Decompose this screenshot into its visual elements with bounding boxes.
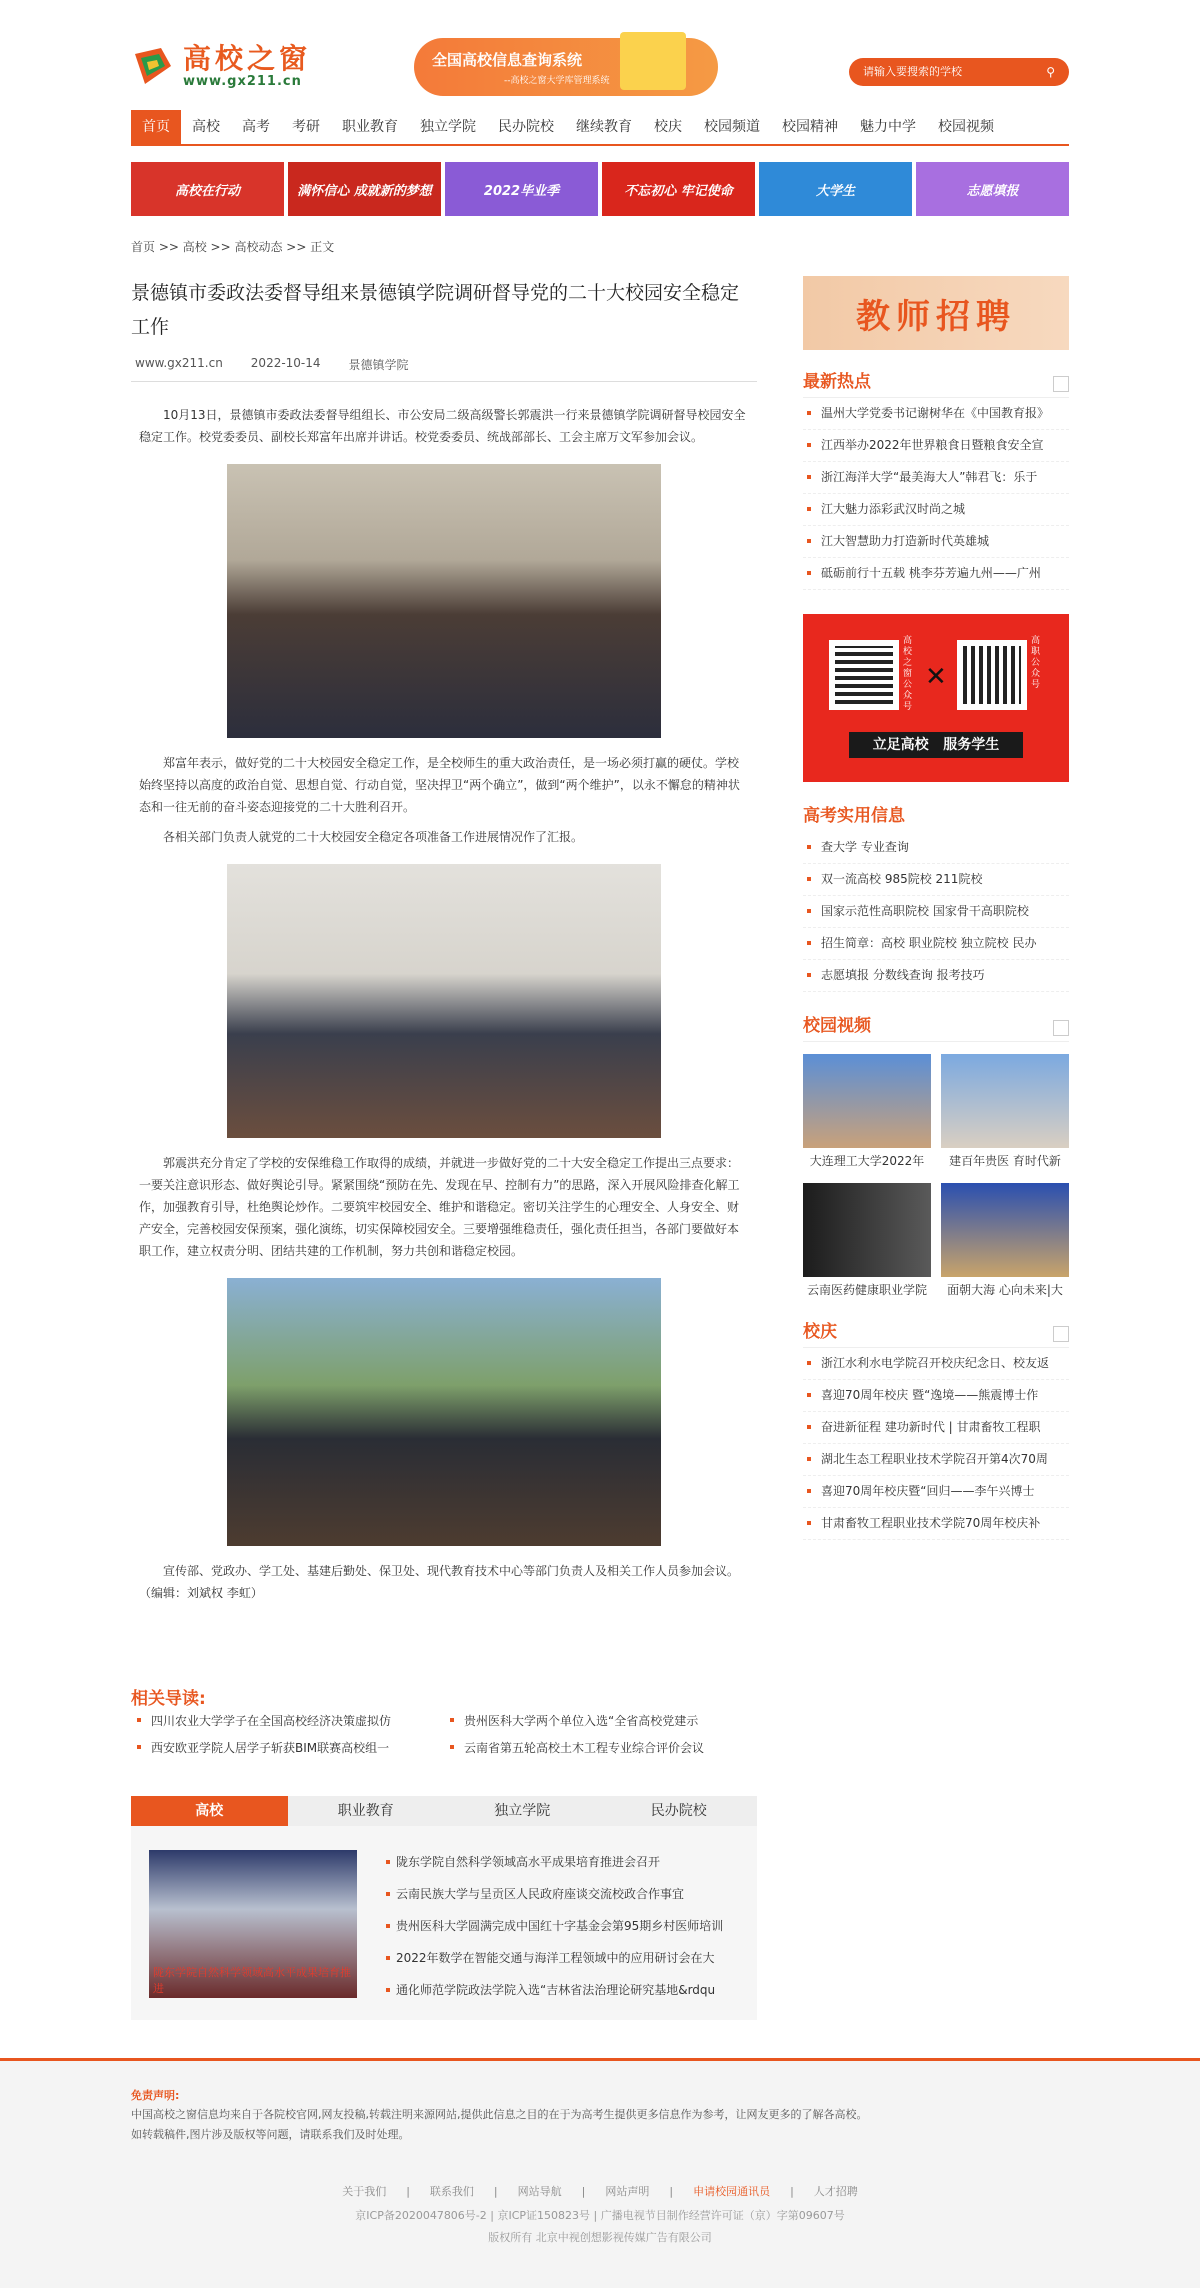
tab-0[interactable]: 高校 [131,1796,288,1826]
more-icon[interactable] [1053,1020,1069,1036]
anniversary-link[interactable]: 湖北生态工程职业技术学院召开第4次70周 [803,1444,1069,1476]
nav-item-6[interactable]: 民办院校 [498,119,554,135]
meta-source: 景德镇学院 [348,358,409,372]
anniversary-list [803,1348,1069,1540]
anniversary-link[interactable]: 甘肃畜牧工程职业技术学院70周年校庆补 [803,1508,1069,1540]
ad-banner-5[interactable]: 志愿填报 [916,162,1069,216]
info-link[interactable]: 双一流高校 985院校 211院校 [803,864,1069,896]
hot-list [803,398,1069,590]
meta-date: 2022-10-14 [250,356,321,370]
disclaimer-heading: 免责声明: [131,2089,180,2102]
anniversary-link[interactable]: 喜迎70周年校庆 暨“逸境——熊震博士作 [803,1380,1069,1412]
disclaimer-line: 如转载稿件,图片涉及版权等问题，请联系我们及时处理。 [131,2128,410,2141]
link-separator: | [790,2185,794,2198]
anniv-heading-label: 校庆 [803,1322,837,1342]
info-link[interactable]: 查大学 专业查询 [803,832,1069,864]
qr-banner[interactable] [803,614,1069,782]
footer-link[interactable]: 网站声明 [605,2185,650,2198]
query-system-banner[interactable] [414,38,718,96]
nav-item-12[interactable]: 校园视频 [938,119,994,135]
link-separator: | [493,2185,498,2198]
article-photo [227,1278,661,1546]
banner-subtitle: --高校之窗大学库管理系统 [504,75,610,86]
nav-item-3[interactable]: 考研 [292,119,320,135]
search-box[interactable] [849,58,1069,86]
related-list [131,1712,757,1756]
nav-item-11[interactable]: 魅力中学 [860,119,916,135]
info-heading [803,800,1069,832]
nav-item-1[interactable]: 高校 [192,119,220,135]
article-paragraph: 10月13日，景德镇市委政法委督导组组长、市公安局二级高级警长郭震洪一行来景德镇学院调研督导校园安全稳定工作。校党委委员、副校长郑富年出席并讲话。校党委委员、统战部部长、工会主席万文军参加会议。 [139,408,746,444]
footer-link[interactable]: 申请校园通讯员 [693,2185,771,2198]
tab-news-link[interactable]: 贵州医科大学圆满完成中国红十字基金会第95期乡村医师培训 [386,1910,748,1942]
video-thumbnail[interactable] [803,1054,931,1148]
related-link[interactable]: 四川农业大学学子在全国高校经济决策虚拟仿 [131,1712,444,1729]
video-card[interactable] [803,1054,931,1169]
related-link[interactable]: 云南省第五轮高校土木工程专业综合评价会议 [444,1739,757,1756]
anniversary-link[interactable]: 奋进新征程 建功新时代 | 甘肃畜牧工程职 [803,1412,1069,1444]
hot-news-link[interactable]: 江西举办2022年世界粮食日暨粮食安全宣 [803,430,1069,462]
video-thumbnail[interactable] [803,1183,931,1277]
qr-right-label: 高职公众号 [1031,636,1041,690]
video-title[interactable]: 云南医药健康职业学院 [806,1283,927,1297]
tab-news-link[interactable]: 2022年数学在智能交通与海洋工程领域中的应用研讨会在大 [386,1942,748,1974]
recruit-banner[interactable]: 教师招聘 [803,276,1069,350]
breadcrumb: 首页 >> 高校 >> 高校动态 >> 正文 [131,240,335,254]
qr-left-label: 高校之窗公众号 [903,636,913,712]
nav-item-9[interactable]: 校园频道 [704,119,760,135]
logo-mark-icon [131,44,175,88]
nav-item-8[interactable]: 校庆 [654,119,682,135]
hot-heading [803,366,1069,398]
nav-item-4[interactable]: 职业教育 [342,119,398,135]
tab-2[interactable]: 独立学院 [494,1803,551,1819]
related-link[interactable]: 西安欧亚学院人居学子斩获BIM联赛高校组一 [131,1739,444,1756]
video-grid [803,1054,1069,1298]
link-separator: | [406,2185,410,2198]
video-title[interactable]: 建百年贵医 育时代新 [949,1154,1061,1168]
info-link[interactable]: 招生简章：高校 职业院校 独立院校 民办 [803,928,1069,960]
search-input[interactable] [863,66,1046,78]
tab-news-link[interactable]: 云南民族大学与呈贡区人民政府座谈交流校政合作事宜 [386,1878,748,1910]
hot-news-link[interactable]: 浙江海洋大学“最美海大人”韩君飞：乐于 [803,462,1069,494]
info-link[interactable]: 国家示范性高职院校 国家骨干高职院校 [803,896,1069,928]
nav-item-2[interactable]: 高考 [242,119,270,135]
footer-link[interactable]: 联系我们 [429,2185,474,2198]
tab-news-link[interactable]: 陇东学院自然科学领域高水平成果培育推进会召开 [386,1846,748,1878]
video-thumbnail[interactable] [941,1054,1069,1148]
article-title: 景德镇市委政法委督导组来景德镇学院调研督导党的二十大校园安全稳定工作 [131,282,740,338]
disclaimer-text [131,2105,1069,2145]
video-card[interactable] [803,1183,931,1298]
sidebar [803,276,1069,1540]
info-heading-label: 高考实用信息 [803,806,905,826]
nav-item-0[interactable]: 首页 [131,110,181,144]
tab-1[interactable]: 职业教育 [337,1803,394,1819]
logo-subtitle: www.gx211.cn [183,73,302,89]
hot-news-link[interactable]: 江大魅力添彩武汉时尚之城 [803,494,1069,526]
qr-banner-slogan: 立足高校 服务学生 [849,732,1023,758]
ad-banner-4[interactable]: 大学生 [759,162,912,216]
link-separator: | [581,2185,586,2198]
site-logo[interactable] [131,42,311,90]
search-icon[interactable]: ⚲ [1046,65,1055,79]
info-list [803,832,1069,992]
anniv-heading [803,1316,1069,1348]
category-tabs [131,1796,757,1826]
video-title[interactable]: 面朝大海 心向未来|大 [947,1283,1063,1297]
video-title[interactable]: 大连理工大学2022年 [809,1154,925,1168]
hot-heading-label: 最新热点 [803,372,871,392]
disclaimer-line: 中国高校之窗信息均来自于各院校官网,网友投稿,转载注明来源网站,提供此信息之目的在于为高考生提供更多信息作为参考，让网友更多的了解各高校。 [131,2108,868,2121]
anniversary-link[interactable]: 浙江水利水电学院召开校庆纪念日、校友返 [803,1348,1069,1380]
article-meta [131,356,757,382]
video-heading [803,1010,1069,1042]
nav-item-5[interactable]: 独立学院 [420,119,476,135]
link-separator: | [669,2185,674,2198]
article-paragraph: 各相关部门负责人就党的二十大校园安全稳定各项准备工作进展情况作了汇报。 [163,830,584,844]
banner-title: 全国高校信息查询系统 [432,50,583,69]
article-paragraph: 郭震洪充分肯定了学校的安保维稳工作取得的成绩，并就进一步做好党的二十大安全稳定工作提出三点要求：一要关注意识形态、做好舆论引导。紧紧围绕“预防在先、发现在早、控制有力”的思路，深入开展风险排查化解工作，加强教育引导，杜绝舆论炒作。二要筑牢校园安全、维护和谐稳定。密切关注学生的心理安全、人身安全、财产安全，完善校园安保预案，强化演练，切实保障校园安全。三要增强维稳责任，强化责任担当，各部门要做好本职工作，建立权责分明、团结共建的工作机制，努力共创和谐稳定校园。 [139,1156,740,1258]
tab-news-list [386,1846,748,2006]
nav-item-10[interactable]: 校园精神 [782,119,838,135]
article [131,276,757,1604]
nav-item-7[interactable]: 继续教育 [576,119,632,135]
related-link[interactable]: 贵州医科大学两个单位入选“全省高校党建示 [444,1712,757,1729]
close-icon: ✕ [925,662,947,692]
footer [0,2058,1200,2288]
footer-link[interactable]: 关于我们 [342,2185,387,2198]
icp-text: 京ICP备2020047806号-2 | 京ICP证150823号 | 广播电视节目制作经营许可证（京）字第09607号 [355,2209,845,2222]
article-paragraph: 郑富年表示，做好党的二十大校园安全稳定工作，是全校师生的重大政治责任，是一场必须打赢的硬仗。学校始终坚持以高度的政治自觉、思想自觉、行动自觉，坚决捍卫“两个确立”，做到“两个维护”，以永不懈怠的精神状态和一往无前的奋斗姿态迎接党的二十大胜利召开。 [139,756,740,814]
tab-featured-image[interactable] [149,1850,357,1998]
hot-news-link[interactable]: 砥砺前行十五载 桃李芬芳遍九州——广州 [803,558,1069,590]
related-heading: 相关导读: [131,1689,206,1709]
more-icon[interactable] [1053,1326,1069,1342]
hot-news-link[interactable]: 江大智慧助力打造新时代英雄城 [803,526,1069,558]
anniversary-link[interactable]: 喜迎70周年校庆暨“回归——李午兴博士 [803,1476,1069,1508]
logo-title: 高校之窗 [183,41,312,75]
video-thumbnail[interactable] [941,1183,1069,1277]
video-card[interactable] [941,1054,1069,1169]
ad-banner-1[interactable]: 满怀信心 成就新的梦想 [288,162,441,216]
info-link[interactable]: 志愿填报 分数线查询 报考技巧 [803,960,1069,992]
video-heading-label: 校园视频 [803,1016,871,1036]
copyright-text: 版权所有 北京中视创想影视传媒广告有限公司 [488,2231,712,2244]
ad-banner-3[interactable]: 不忘初心 牢记使命 [602,162,755,216]
qr-code-left-icon [829,640,899,710]
hot-news-link[interactable]: 温州大学党委书记谢树华在《中国教育报》 [803,398,1069,430]
tab-image-caption: 陇东学院自然科学领域高水平成果培育推进 [153,1966,351,1995]
tab-3[interactable]: 民办院校 [650,1803,707,1819]
tab-news-link[interactable]: 通化师范学院政法学院入选“吉林省法治理论研究基地&rdqu [386,1974,748,2006]
ad-banner-0[interactable]: 高校在行动 [131,162,284,216]
qr-code-right-icon [957,640,1027,710]
video-card[interactable] [941,1183,1069,1298]
more-icon[interactable] [1053,376,1069,392]
footer-link[interactable]: 网站导航 [517,2185,562,2198]
article-paragraph: 宣传部、党政办、学工处、基建后勤处、保卫处、现代教育技术中心等部门负责人及相关工作人员参加会议。（编辑：刘斌权 李虹） [139,1564,740,1600]
article-photo [227,464,661,738]
footer-link[interactable]: 人才招聘 [813,2185,858,2198]
ad-strip [131,162,1069,216]
main-nav [131,110,1069,146]
category-tabs-box [131,1796,757,2020]
ad-banner-2[interactable]: 2022毕业季 [445,162,598,216]
footer-links [0,2183,1200,2199]
article-photo [227,864,661,1138]
banner-chart-icon [620,32,686,90]
meta-site: www.gx211.cn [135,356,223,370]
